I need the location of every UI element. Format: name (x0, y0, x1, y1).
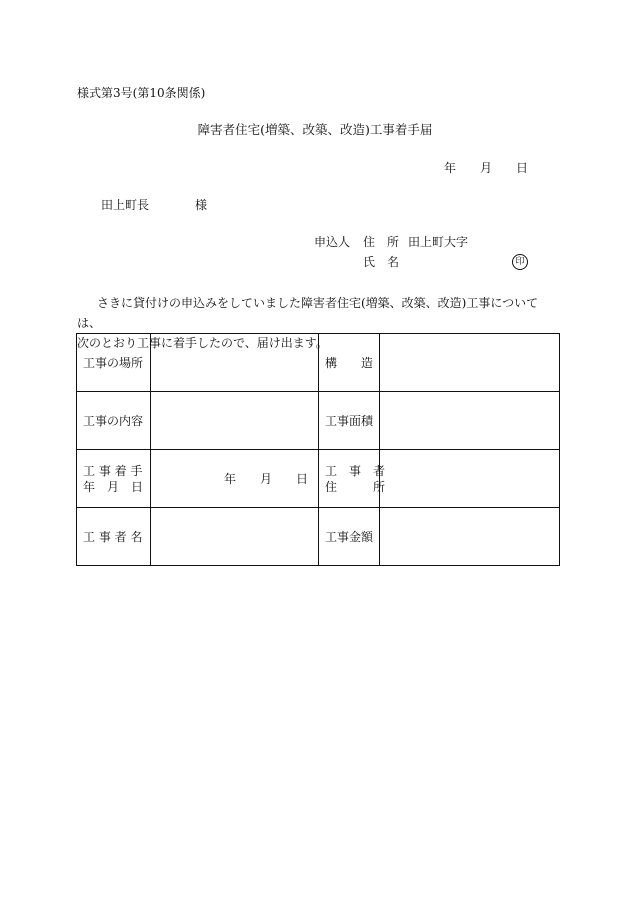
label-construction-content: 工事の内容 (77, 392, 151, 450)
address-value: 田上町大字 (408, 235, 469, 249)
applicant-label: 申込人 (314, 235, 351, 249)
label-start-date-line-2: 年 月 日 (83, 479, 144, 494)
body-line-2: 次のとおり工事に着手したので、届け出ます。 (77, 336, 328, 350)
field-construction-cost[interactable] (380, 508, 560, 566)
body-line-1: さきに貸付けの申込みをしていました障害者住宅(増築、改築、改造)工事については、 (77, 296, 539, 330)
field-construction-site[interactable] (151, 334, 319, 392)
date-year-label: 年 (444, 161, 457, 175)
table-row (77, 450, 560, 508)
addressee-name: 田上町長 (101, 198, 150, 212)
document-title: 障害者住宅(増築、改築、改造)工事着手届 (197, 122, 433, 137)
field-construction-area[interactable] (380, 392, 560, 450)
table-row (77, 334, 560, 392)
field-start-date[interactable]: 年 月 日 (151, 450, 319, 508)
label-construction-cost: 工事金額 (319, 508, 380, 566)
name-label: 氏 名 (363, 255, 400, 269)
label-contractor-address (319, 450, 386, 508)
date-month-label: 月 (480, 161, 493, 175)
label-start-date-line-1: 工 事 着 手 (83, 463, 143, 478)
construction-form-table (76, 333, 560, 566)
address-label: 住 所 (363, 235, 400, 249)
label-contractor-address-line-1: 工 事 者 (325, 463, 386, 478)
label-contractor-name: 工 事 者 名 (77, 508, 151, 566)
date-day-label: 日 (516, 161, 529, 175)
form-number: 様式第3号(第10条関係) (77, 86, 206, 100)
field-construction-content[interactable] (151, 392, 319, 450)
date-line (444, 162, 528, 174)
label-construction-area: 工事面積 (319, 392, 380, 450)
field-contractor-name[interactable] (151, 508, 319, 566)
addressee-honorific: 様 (195, 198, 208, 212)
field-contractor-address[interactable] (380, 450, 560, 508)
label-structure: 構 造 (319, 334, 380, 392)
seal-mark: 印 (512, 254, 528, 270)
table-row (77, 392, 560, 450)
field-structure[interactable] (380, 334, 560, 392)
label-contractor-address-line-2: 住 所 (325, 479, 386, 494)
label-start-date (77, 450, 151, 508)
table-row (77, 508, 560, 566)
label-construction-site: 工事の場所 (77, 334, 151, 392)
